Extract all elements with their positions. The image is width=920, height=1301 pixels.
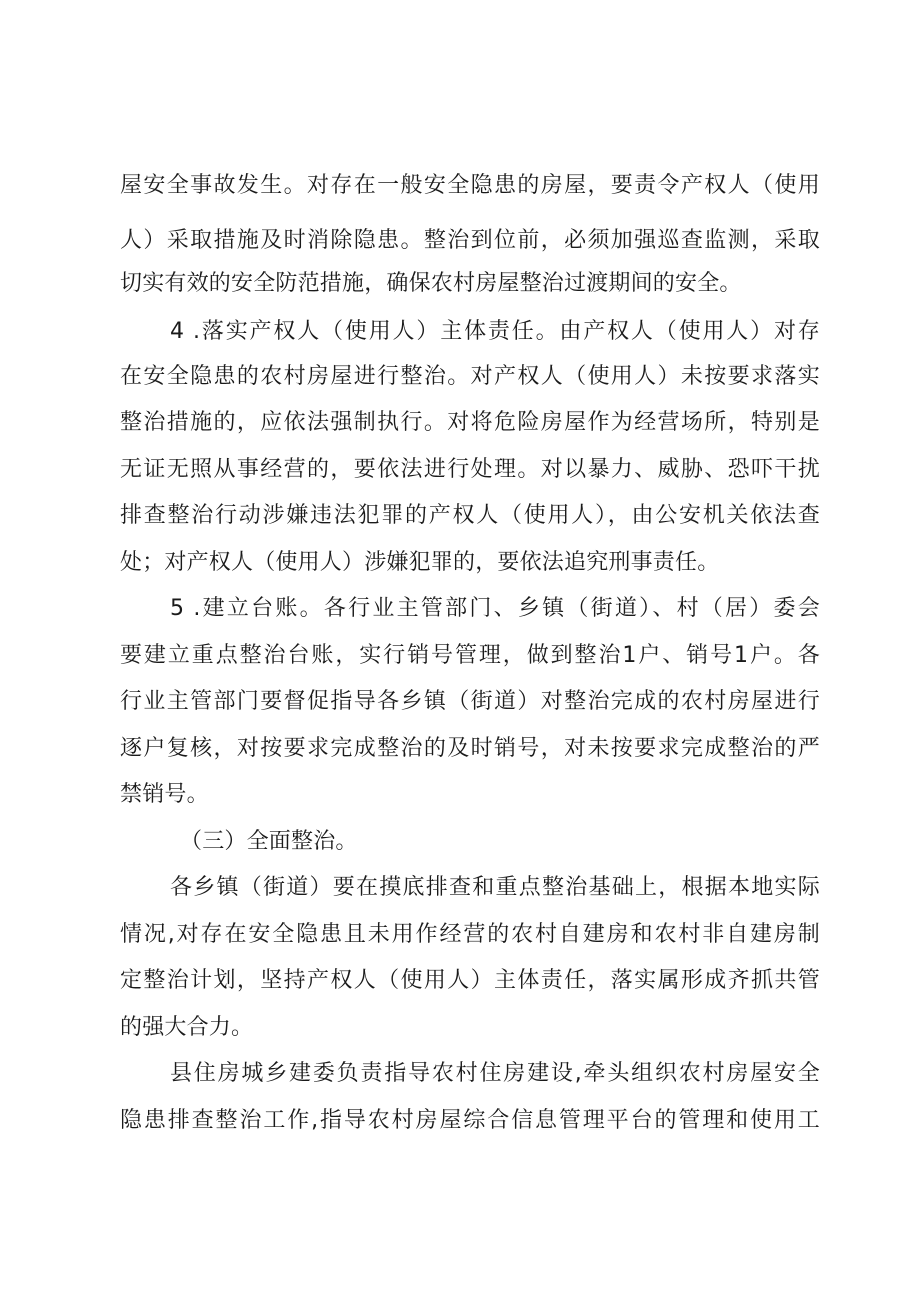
text-line: 的强大合力。 <box>120 1015 254 1040</box>
text-line: 逐户复核，对按要求完成整治的及时销号，对未按要求完成整治的严 <box>120 736 820 761</box>
text-line: 屋安全事故发生。对存在一般安全隐患的房屋，要责令产权人（使用 <box>120 173 820 198</box>
text-line: 县住房城乡建委负责指导农村住房建设,牵头组织农村房屋安全 <box>170 1061 820 1086</box>
section-heading: （三）全面整治。 <box>180 829 358 854</box>
paragraph-heading-4: 4 .落实产权人（使用人）主体责任。由产权人（使用人）对存 <box>170 319 820 344</box>
text-line: 定整治计划，坚持产权人（使用人）主体责任，落实属形成齐抓共管 <box>120 968 820 993</box>
text-line: 人）采取措施及时消除隐患。整治到位前，必须加强巡查监测，采取 <box>120 228 820 253</box>
text-line: 整治措施的，应依法强制执行。对将危险房屋作为经营场所，特别是 <box>120 410 820 435</box>
text-line: 切实有效的安全防范措施，确保农村房屋整治过渡期间的安全。 <box>120 271 742 296</box>
paragraph-heading-5: 5 .建立台账。各行业主管部门、乡镇（街道）、村（居）委会 <box>170 596 820 621</box>
text-line: 排查整治行动涉嫌违法犯罪的产权人（使用人），由公安机关依法查 <box>120 503 820 528</box>
text-line: 各乡镇（街道）要在摸底排查和重点整治基础上，根据本地实际 <box>170 875 820 900</box>
text-line: 处；对产权人（使用人）涉嫌犯罪的，要依法追究刑事责任。 <box>120 550 720 575</box>
text-line: 禁销号。 <box>120 782 209 807</box>
text-line: 要建立重点整治台账，实行销号管理，做到整治1户、销号1户。各 <box>120 643 820 668</box>
text-line: 行业主管部门要督促指导各乡镇（街道）对整治完成的农村房屋进行 <box>120 689 820 714</box>
text-line: 无证无照从事经营的，要依法进行处理。对以暴力、威胁、恐吓干扰 <box>120 457 820 482</box>
text-line: 隐患排查整治工作,指导农村房屋综合信息管理平台的管理和使用工 <box>120 1108 820 1133</box>
text-line: 在安全隐患的农村房屋进行整治。对产权人（使用人）未按要求落实 <box>120 364 820 389</box>
text-line: 情况,对存在安全隐患且未用作经营的农村自建房和农村非自建房制 <box>120 922 820 947</box>
